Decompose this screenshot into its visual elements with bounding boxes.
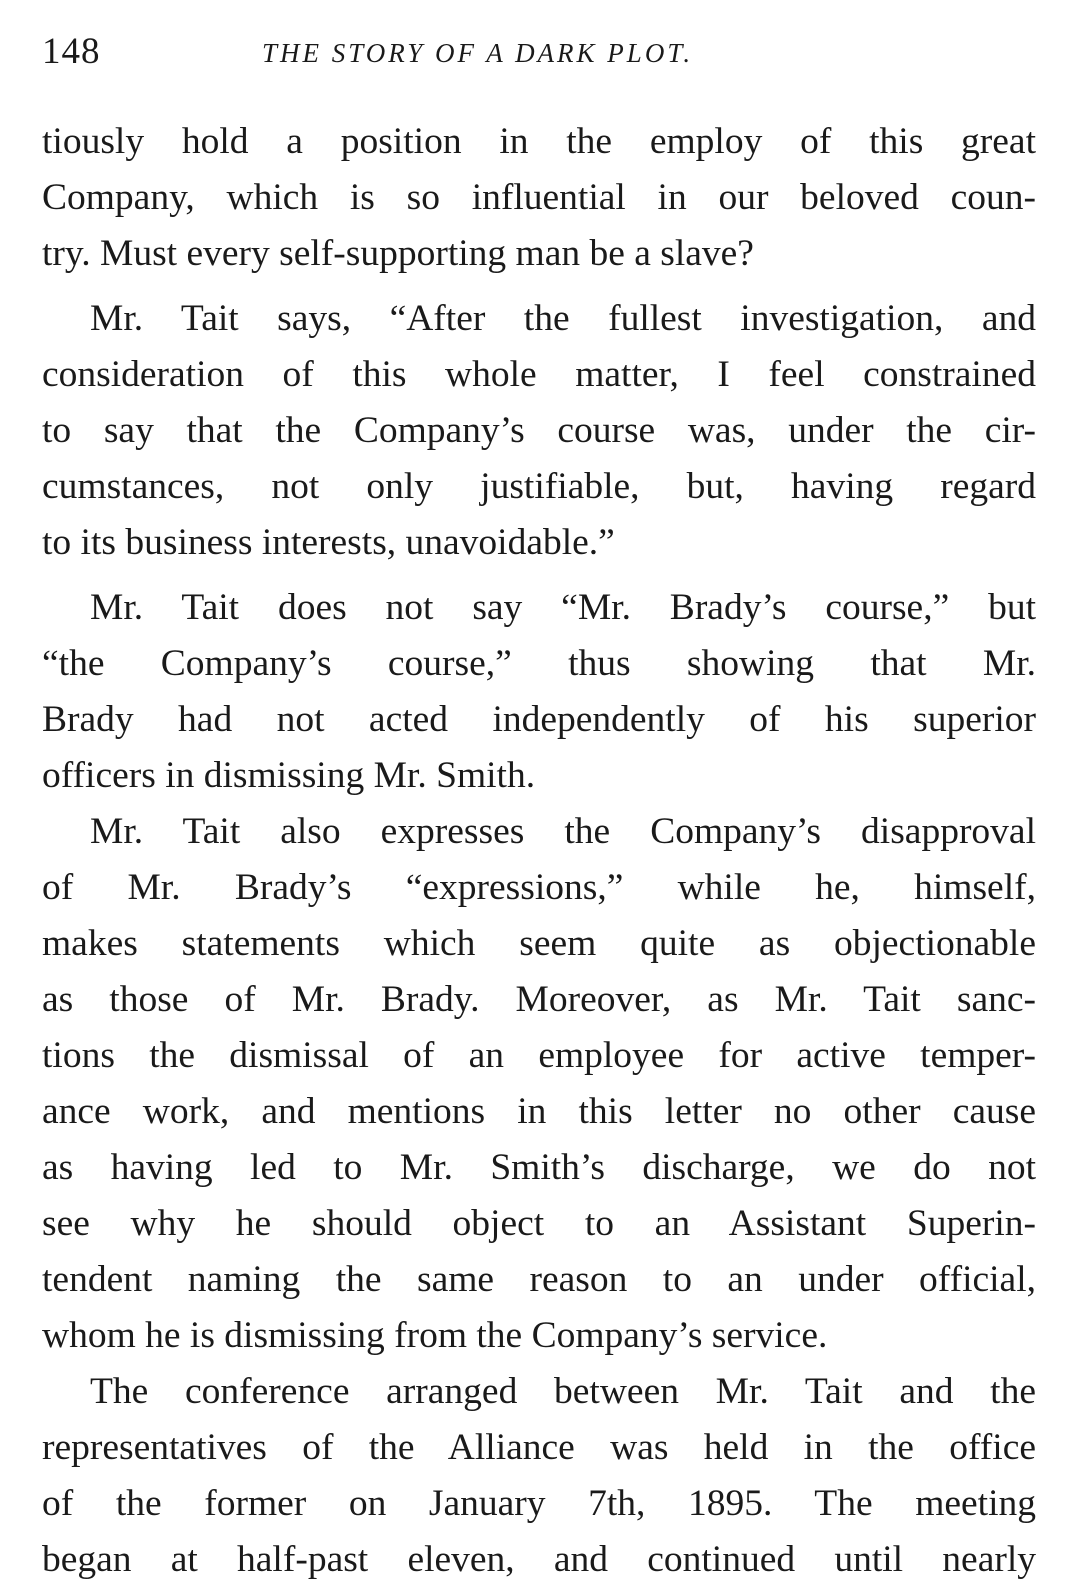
text-line: tendent naming the same reason to an under official, <box>42 1259 1036 1300</box>
text-line: Company, which is so influential in our beloved coun- <box>42 177 1036 218</box>
text-line: see why he should object to an Assistant Superin- <box>42 1203 1036 1244</box>
text-line: of the former on January 7th, 1895. The meeting <box>42 1483 1036 1524</box>
text-line: began at half-past eleven, and continued until nearly <box>42 1539 1036 1580</box>
text-line: Mr. Tait also expresses the Company’s disapproval <box>90 811 1036 852</box>
text-line: whom he is dismissing from the Company’s service. <box>42 1315 828 1356</box>
text-line: as having led to Mr. Smith’s discharge, we do not <box>42 1147 1036 1188</box>
text-line: Mr. Tait does not say “Mr. Brady’s course,” but <box>90 587 1036 628</box>
text-line: to say that the Company’s course was, under the cir- <box>42 410 1036 451</box>
text-line: of Mr. Brady’s “expressions,” while he, himself, <box>42 867 1036 908</box>
text-line: representatives of the Alliance was held in the office <box>42 1427 1036 1468</box>
page-header <box>42 30 1042 80</box>
page-number: 148 <box>42 31 101 72</box>
paragraph <box>42 804 1036 1364</box>
text-line: Mr. Tait says, “After the fullest investigation, and <box>90 298 1036 339</box>
paragraph <box>42 291 1036 571</box>
text-line: as those of Mr. Brady. Moreover, as Mr. Tait sanc- <box>42 979 1036 1020</box>
paragraph <box>42 580 1036 804</box>
paragraph <box>42 1364 1036 1588</box>
text-line: officers in dismissing Mr. Smith. <box>42 755 536 796</box>
text-line: cumstances, not only justifiable, but, having regard <box>42 466 1036 507</box>
paragraph <box>42 114 1036 282</box>
text-line: Brady had not acted independently of his superior <box>42 699 1036 740</box>
text-line: “the Company’s course,” thus showing that Mr. <box>42 643 1036 684</box>
text-line: to its business interests, unavoidable.” <box>42 522 615 563</box>
text-line: tiously hold a position in the employ of this great <box>42 121 1036 162</box>
text-line: try. Must every self-supporting man be a slave? <box>42 233 754 274</box>
running-title: THE STORY OF A DARK PLOT. <box>262 38 694 68</box>
body-text <box>42 114 1036 1588</box>
text-line: tions the dismissal of an employee for active temper- <box>42 1035 1036 1076</box>
text-line: The conference arranged between Mr. Tait and the <box>90 1371 1036 1412</box>
text-line: consideration of this whole matter, I feel constrained <box>42 354 1036 395</box>
text-line: makes statements which seem quite as objectionable <box>42 923 1036 964</box>
text-line: ance work, and mentions in this letter no other cause <box>42 1091 1036 1132</box>
